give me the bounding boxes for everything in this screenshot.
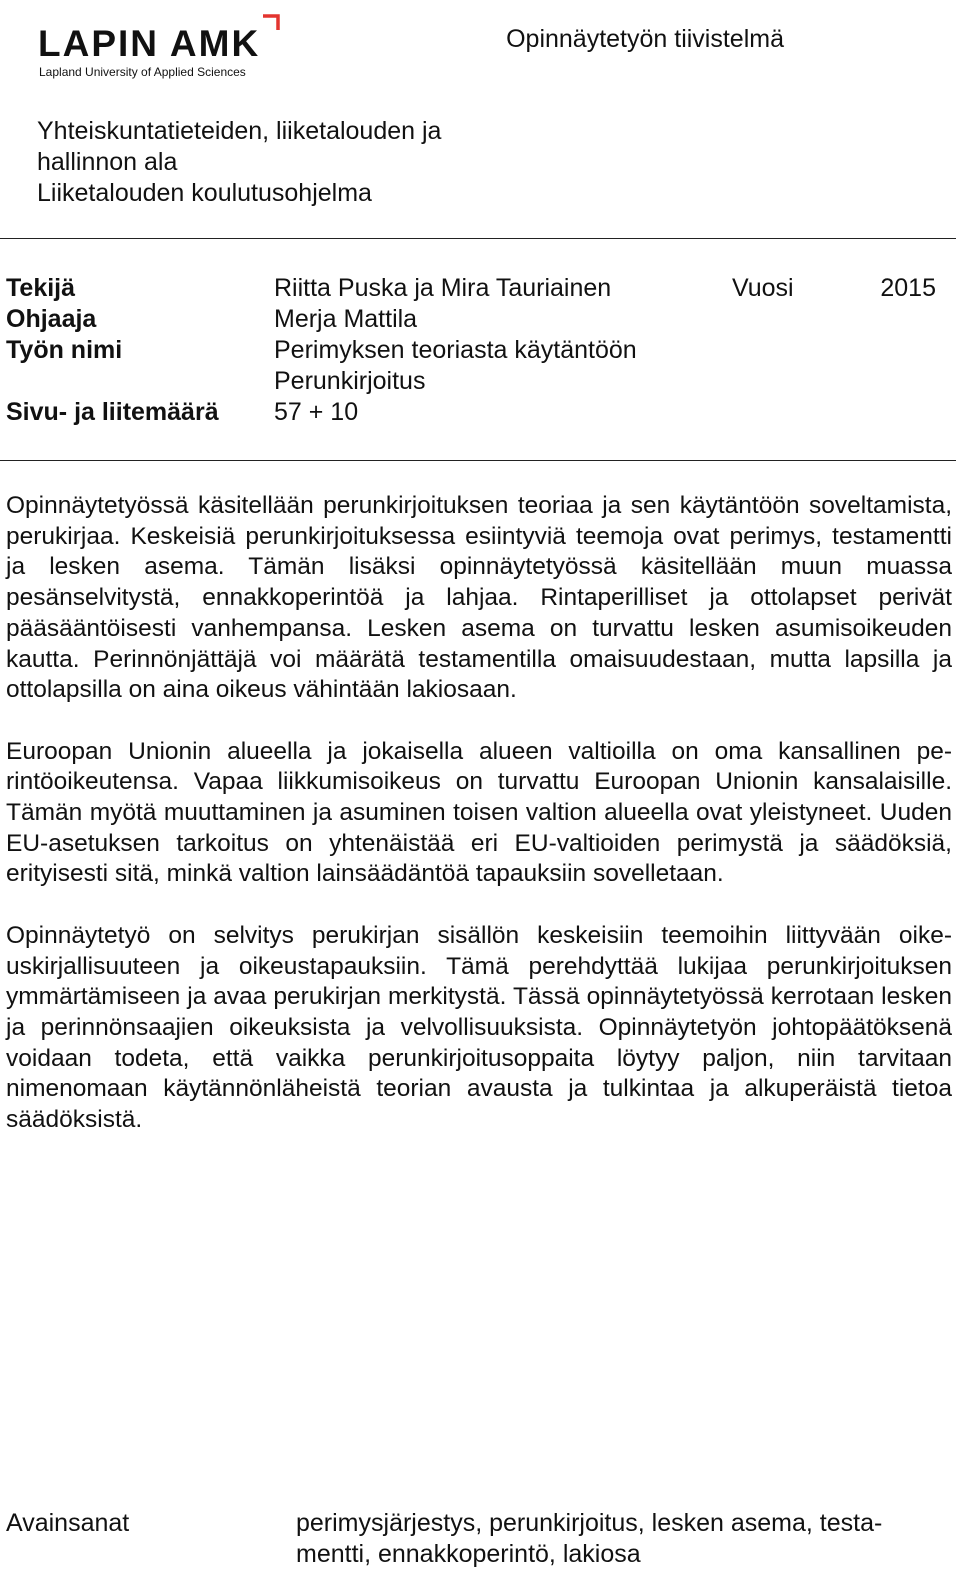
logo-wordmark: LAPIN AMK — [38, 23, 261, 64]
pages-label: Sivu- ja liitemäärä — [6, 398, 219, 426]
divider — [0, 238, 956, 239]
faculty-line: Yhteiskuntatieteiden, liiketalouden ja — [37, 117, 442, 145]
lapin-amk-logo — [38, 14, 288, 80]
title-row — [6, 335, 936, 366]
logo-subtitle: Lapland University of Applied Sciences — [39, 65, 246, 79]
divider — [0, 460, 956, 461]
author-value: Riitta Puska ja Mira Tauriainen — [274, 274, 612, 302]
supervisor-label: Ohjaaja — [6, 305, 97, 333]
pages-row — [6, 397, 936, 428]
abstract-paragraph: Opinnäytetyössä käsitellään perunkirjoituksen teoriaa ja sen käytäntöön soveltamista, perukirjaa. Keskeisiä perunkirjoituksessa esiintyviä teemoja ovat perimys, testamentti ja lesken asema. Tämän lisäksi opinnäytetyössä käsitellään muun muassa pesänselvitystä, ennakkoperintöä ja lahjaa. Rintaperilliset ja ottolapset perivät pääsääntöisesti vanhempansa. Lesken asema on turvattu lesken asumisoikeuden kautta. Perinnönjättäjä voi määrätä testamentilla omaisuudestaan, mutta lapsilla ja ottolapsilla on aina oikeus vähintään lakiosaan. — [6, 492, 952, 704]
title-row-continued — [6, 366, 936, 397]
year-label: Vuosi — [732, 274, 794, 302]
supervisor-row — [6, 304, 936, 335]
keywords-value: perimysjärjestys, perunkirjoitus, lesken asema, testamentti, ennakkoperintö, lakiosa — [296, 1509, 883, 1568]
title-value-line: Perunkirjoitus — [274, 367, 426, 395]
pages-value: 57 + 10 — [274, 398, 359, 426]
thesis-metadata — [6, 273, 936, 428]
title-value-line: Perimyksen teoriasta käytäntöön — [274, 336, 637, 364]
author-row — [6, 273, 936, 304]
title-label: Työn nimi — [6, 336, 123, 364]
abstract-paragraph: Opinnäytetyö on selvitys perukirjan sisällön keskeisiin teemoihin liittyvään oikeuskirjallisuuteen ja oikeustapauksiin. Tämä perehdyttää lukijaa perunkirjoituksen ymmärtämiseen ja avaa perukirjan merkitystä. Tässä opinnäytetyössä kerrotaan lesken ja perinnönsaajien oikeuksista ja velvollisuuksista. Opinnäytetyön johtopäätöksenä voidaan todeta, että vaikka perunkirjoitusoppaita löytyy paljon, niin tarvitaan nimenomaan käytännönläheistä teorian avausta ja tulkintaa ja alkuperäistä tietoa säädöksistä. — [6, 921, 952, 1134]
author-label: Tekijä — [6, 274, 76, 302]
document-type-title: Opinnäytetyön tiivistelmä — [506, 25, 784, 53]
faculty-line: hallinnon ala — [37, 148, 178, 176]
keywords-label: Avainsanat — [6, 1509, 130, 1537]
abstract-paragraph: Euroopan Unionin alueella ja jokaisella alueen valtioilla on oma kansallinen perintöoikeutensa. Vapaa liikkumisoikeus on turvattu Euroopan Unionin kansalaisille. Tämän myötä muuttaminen ja asuminen toisen valtion alueella ovat yleistyneet. Uuden EU-asetuksen tarkoitus on yhtenäistää eri EU-valtioiden perimystä ja säädöksiä, erityisesti sitä, minkä valtion lainsäädäntöä tapauksiin sovelletaan. — [6, 737, 952, 888]
faculty-block — [37, 116, 441, 209]
year-value: 2015 — [880, 274, 936, 302]
logo-corner-mark-icon — [263, 14, 281, 30]
programme-line: Liiketalouden koulutusohjelma — [37, 179, 372, 207]
abstract-body — [6, 491, 952, 1166]
supervisor-value: Merja Mattila — [274, 305, 418, 333]
